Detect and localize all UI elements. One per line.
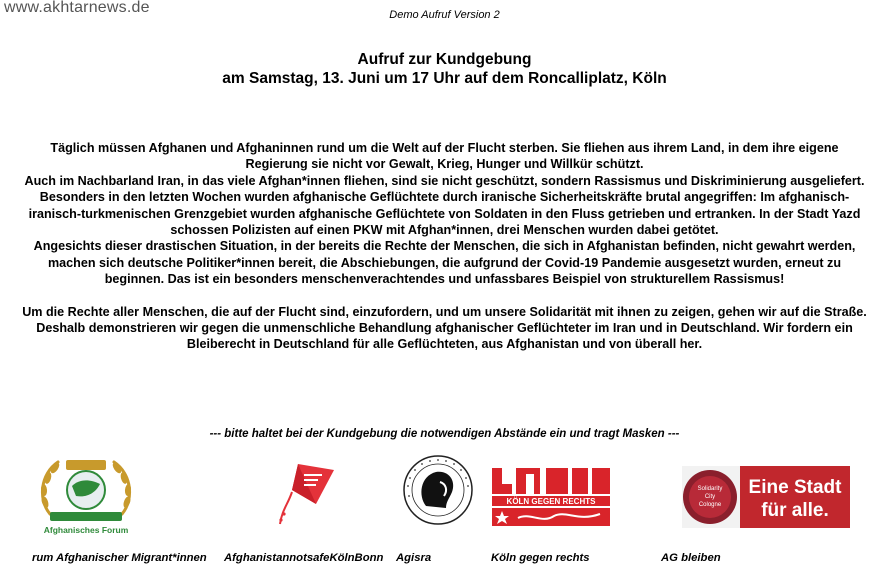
mask-note: --- bitte haltet bei der Kundgebung die notwendigen Abstände ein und tragt Masken --- (209, 428, 680, 440)
kgr-caption: KÖLN GEGEN RECHTS (506, 497, 596, 506)
paragraph-1: Täglich müssen Afghanen und Afghaninnen rund um die Welt auf der Flucht sterben. Sie fliehen aus ihrem Land, in dem ihre eigene Regierung sie nicht vor Gewalt, Krieg, Hunger und Willkür schützt. (50, 141, 839, 172)
title-line-2: am Samstag, 13. Juni um 17 Uhr auf dem Roncalliplatz, Köln (222, 70, 667, 87)
paragraph-3: Angesichts dieser drastischen Situation, in der bereits die Rechte der Menschen, die sich in Afghanistan befinden, nicht gewahrt werden, machen sich deutsche Politiker*innen bereit, die Abschiebungen, die aufgrund der Covid-19 Pandemie ausgesetzt wurden, erneut zu beginnen. Das ist ein besonders menschenverachtendes und unfassbares Beispiel von strukturellem Rassismus! (33, 239, 856, 287)
label-afghanistan-not-safe: AfghanistannotsafeKölnBonn (224, 552, 384, 564)
label-agisra: Agisra (396, 552, 432, 564)
label-afghan-forum: rum Afghanischer Migrant*innen (32, 552, 207, 564)
paragraph-2: Auch im Nachbarland Iran, in das viele Afghan*innen fliehen, sind sie nicht geschützt, sondern Rassismus und Diskriminierung ausgeliefert. Besonders in den letzten Wochen wurden afghanische Geflüchtete durch iranische Sicherheitskräfte brutal angegriffen: Im afghanisch-iranisch-turkmenischen Grenzgebiet wurden afghanische Geflüchtete von Soldaten in den Fluss getrieben und ertranken. In der Stadt Yazd schossen Polizisten auf einen PKW mit Afghan*innen, drei Menschen wurden dabei getötet. (24, 173, 865, 238)
svg-text:Cologne: Cologne (698, 502, 722, 508)
svg-text:City: City (704, 494, 716, 500)
label-koeln-gegen-rechts: Köln gegen rechts (491, 552, 590, 564)
agisra-logo (400, 452, 476, 528)
page-title (0, 50, 889, 88)
koeln-gegen-rechts-logo (490, 466, 612, 528)
svg-text:Solidarity: Solidarity (697, 486, 723, 492)
label-ag-bleiben: AG bleiben (661, 552, 721, 564)
watermark: www.akhtarnews.de (4, 0, 150, 16)
afghan-forum-logo (36, 452, 136, 536)
eine-stadt-fuer-alle-logo (682, 466, 850, 528)
title-line-1: Aufruf zur Kundgebung (357, 51, 532, 68)
ag-logo-line-1: Eine Stadt (748, 477, 842, 498)
afghan-forum-caption: Afghanisches Forum (43, 525, 129, 535)
version-label: Demo Aufruf Version 2 (389, 9, 500, 21)
ag-logo-line-2: für alle. (761, 500, 829, 521)
body-text (18, 140, 871, 353)
paragraph-gap (18, 288, 871, 304)
kite-logo (276, 458, 338, 528)
paragraph-4: Um die Rechte aller Menschen, die auf der Flucht sind, einzufordern, und um unsere Solidarität mit ihnen zu zeigen, gehen wir auf die Straße. Deshalb demonstrieren wir gegen die unmenschliche Behandlung afghanischer Geflüchteter im Iran und in Deutschland. Wir fordern ein Bleiberecht in Deutschland für alle Geflüchteten, aus Afghanistan und von überall her. (22, 304, 867, 352)
